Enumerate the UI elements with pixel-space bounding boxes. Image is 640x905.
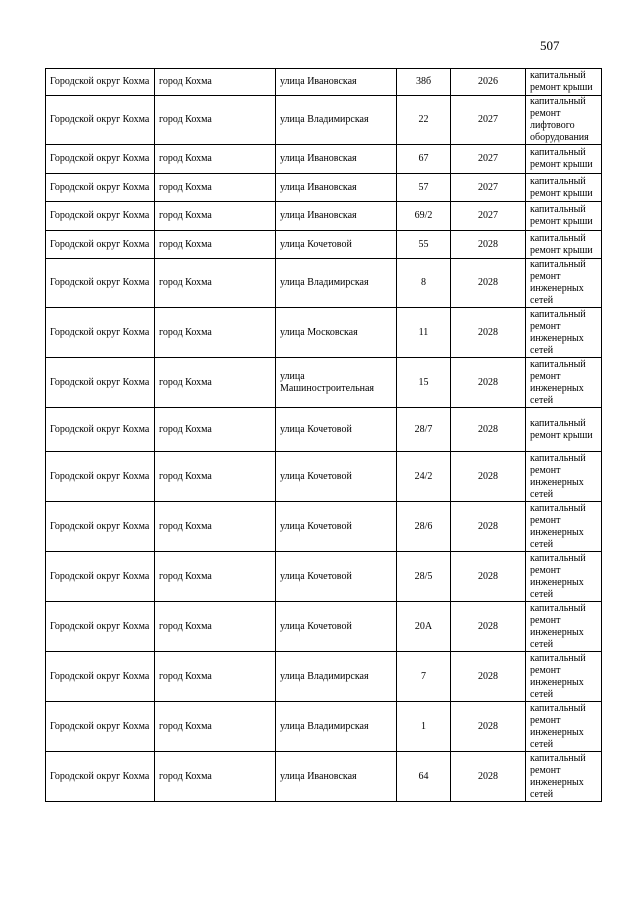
work-type-cell: капитальный ремонт инженерных сетей bbox=[526, 452, 602, 502]
house-number-cell: 15 bbox=[397, 358, 451, 408]
district-cell: Городской округ Кохма bbox=[46, 452, 155, 502]
year-cell: 2028 bbox=[451, 408, 526, 452]
table-body bbox=[46, 69, 602, 802]
year-cell: 2026 bbox=[451, 69, 526, 96]
city-cell: город Кохма bbox=[155, 308, 276, 358]
table-row bbox=[46, 602, 602, 652]
repair-schedule-table bbox=[45, 68, 602, 802]
street-cell: улица Владимирская bbox=[276, 702, 397, 752]
year-cell: 2027 bbox=[451, 96, 526, 145]
table-row bbox=[46, 96, 602, 145]
house-number-cell: 8 bbox=[397, 259, 451, 308]
city-cell: город Кохма bbox=[155, 145, 276, 174]
table-row bbox=[46, 452, 602, 502]
city-cell: город Кохма bbox=[155, 69, 276, 96]
street-cell: улица Ивановская bbox=[276, 202, 397, 231]
year-cell: 2027 bbox=[451, 174, 526, 202]
city-cell: город Кохма bbox=[155, 408, 276, 452]
street-cell: улица Владимирская bbox=[276, 652, 397, 702]
work-type-cell: капитальный ремонт крыши bbox=[526, 69, 602, 96]
house-number-cell: 55 bbox=[397, 231, 451, 259]
year-cell: 2028 bbox=[451, 752, 526, 802]
street-cell: улица Ивановская bbox=[276, 69, 397, 96]
work-type-cell: капитальный ремонт инженерных сетей bbox=[526, 259, 602, 308]
district-cell: Городской округ Кохма bbox=[46, 96, 155, 145]
city-cell: город Кохма bbox=[155, 174, 276, 202]
table-row bbox=[46, 408, 602, 452]
table-row bbox=[46, 552, 602, 602]
district-cell: Городской округ Кохма bbox=[46, 502, 155, 552]
work-type-cell: капитальный ремонт крыши bbox=[526, 174, 602, 202]
year-cell: 2028 bbox=[451, 502, 526, 552]
work-type-cell: капитальный ремонт крыши bbox=[526, 145, 602, 174]
work-type-cell: капитальный ремонт крыши bbox=[526, 231, 602, 259]
district-cell: Городской округ Кохма bbox=[46, 702, 155, 752]
house-number-cell: 28/5 bbox=[397, 552, 451, 602]
table-row bbox=[46, 702, 602, 752]
house-number-cell: 57 bbox=[397, 174, 451, 202]
street-cell: улица Кочетовой bbox=[276, 452, 397, 502]
work-type-cell: капитальный ремонт инженерных сетей bbox=[526, 602, 602, 652]
street-cell: улица Владимирская bbox=[276, 259, 397, 308]
district-cell: Городской округ Кохма bbox=[46, 752, 155, 802]
street-cell: улица Владимирская bbox=[276, 96, 397, 145]
city-cell: город Кохма bbox=[155, 259, 276, 308]
work-type-cell: капитальный ремонт инженерных сетей bbox=[526, 552, 602, 602]
table-row bbox=[46, 652, 602, 702]
street-cell: улица Кочетовой bbox=[276, 602, 397, 652]
page-number: 507 bbox=[540, 38, 560, 53]
table-row bbox=[46, 308, 602, 358]
work-type-cell: капитальный ремонт инженерных сетей bbox=[526, 308, 602, 358]
district-cell: Городской округ Кохма bbox=[46, 308, 155, 358]
table-row bbox=[46, 259, 602, 308]
table-row bbox=[46, 174, 602, 202]
street-cell: улица Ивановская bbox=[276, 174, 397, 202]
district-cell: Городской округ Кохма bbox=[46, 358, 155, 408]
city-cell: город Кохма bbox=[155, 702, 276, 752]
district-cell: Городской округ Кохма bbox=[46, 552, 155, 602]
house-number-cell: 64 bbox=[397, 752, 451, 802]
house-number-cell: 28/7 bbox=[397, 408, 451, 452]
city-cell: город Кохма bbox=[155, 602, 276, 652]
table-row bbox=[46, 145, 602, 174]
district-cell: Городской округ Кохма bbox=[46, 174, 155, 202]
year-cell: 2028 bbox=[451, 452, 526, 502]
district-cell: Городской округ Кохма bbox=[46, 145, 155, 174]
house-number-cell: 11 bbox=[397, 308, 451, 358]
house-number-cell: 22 bbox=[397, 96, 451, 145]
year-cell: 2028 bbox=[451, 552, 526, 602]
work-type-cell: капитальный ремонт крыши bbox=[526, 408, 602, 452]
city-cell: город Кохма bbox=[155, 358, 276, 408]
year-cell: 2027 bbox=[451, 145, 526, 174]
table-row bbox=[46, 69, 602, 96]
street-cell: улица Кочетовой bbox=[276, 502, 397, 552]
city-cell: город Кохма bbox=[155, 202, 276, 231]
house-number-cell: 28/6 bbox=[397, 502, 451, 552]
district-cell: Городской округ Кохма bbox=[46, 652, 155, 702]
year-cell: 2028 bbox=[451, 602, 526, 652]
work-type-cell: капитальный ремонт крыши bbox=[526, 202, 602, 231]
street-cell: улица Кочетовой bbox=[276, 552, 397, 602]
city-cell: город Кохма bbox=[155, 231, 276, 259]
street-cell: улица Кочетовой bbox=[276, 408, 397, 452]
house-number-cell: 67 bbox=[397, 145, 451, 174]
year-cell: 2027 bbox=[451, 202, 526, 231]
house-number-cell: 38б bbox=[397, 69, 451, 96]
year-cell: 2028 bbox=[451, 702, 526, 752]
house-number-cell: 7 bbox=[397, 652, 451, 702]
year-cell: 2028 bbox=[451, 231, 526, 259]
city-cell: город Кохма bbox=[155, 552, 276, 602]
street-cell: улица Московская bbox=[276, 308, 397, 358]
street-cell: улица Машиностроительная bbox=[276, 358, 397, 408]
district-cell: Городской округ Кохма bbox=[46, 231, 155, 259]
street-cell: улица Ивановская bbox=[276, 145, 397, 174]
city-cell: город Кохма bbox=[155, 96, 276, 145]
street-cell: улица Кочетовой bbox=[276, 231, 397, 259]
city-cell: город Кохма bbox=[155, 652, 276, 702]
work-type-cell: капитальный ремонт инженерных сетей bbox=[526, 752, 602, 802]
year-cell: 2028 bbox=[451, 652, 526, 702]
house-number-cell: 1 bbox=[397, 702, 451, 752]
year-cell: 2028 bbox=[451, 308, 526, 358]
work-type-cell: капитальный ремонт лифтового оборудования bbox=[526, 96, 602, 145]
district-cell: Городской округ Кохма bbox=[46, 69, 155, 96]
district-cell: Городской округ Кохма bbox=[46, 259, 155, 308]
work-type-cell: капитальный ремонт инженерных сетей bbox=[526, 502, 602, 552]
work-type-cell: капитальный ремонт инженерных сетей bbox=[526, 358, 602, 408]
work-type-cell: капитальный ремонт инженерных сетей bbox=[526, 652, 602, 702]
table-row bbox=[46, 358, 602, 408]
year-cell: 2028 bbox=[451, 358, 526, 408]
district-cell: Городской округ Кохма bbox=[46, 602, 155, 652]
city-cell: город Кохма bbox=[155, 452, 276, 502]
work-type-cell: капитальный ремонт инженерных сетей bbox=[526, 702, 602, 752]
table-row bbox=[46, 752, 602, 802]
district-cell: Городской округ Кохма bbox=[46, 202, 155, 231]
district-cell: Городской округ Кохма bbox=[46, 408, 155, 452]
street-cell: улица Ивановская bbox=[276, 752, 397, 802]
table-row bbox=[46, 202, 602, 231]
table-row bbox=[46, 502, 602, 552]
house-number-cell: 24/2 bbox=[397, 452, 451, 502]
year-cell: 2028 bbox=[451, 259, 526, 308]
table-row bbox=[46, 231, 602, 259]
city-cell: город Кохма bbox=[155, 502, 276, 552]
house-number-cell: 69/2 bbox=[397, 202, 451, 231]
house-number-cell: 20А bbox=[397, 602, 451, 652]
city-cell: город Кохма bbox=[155, 752, 276, 802]
